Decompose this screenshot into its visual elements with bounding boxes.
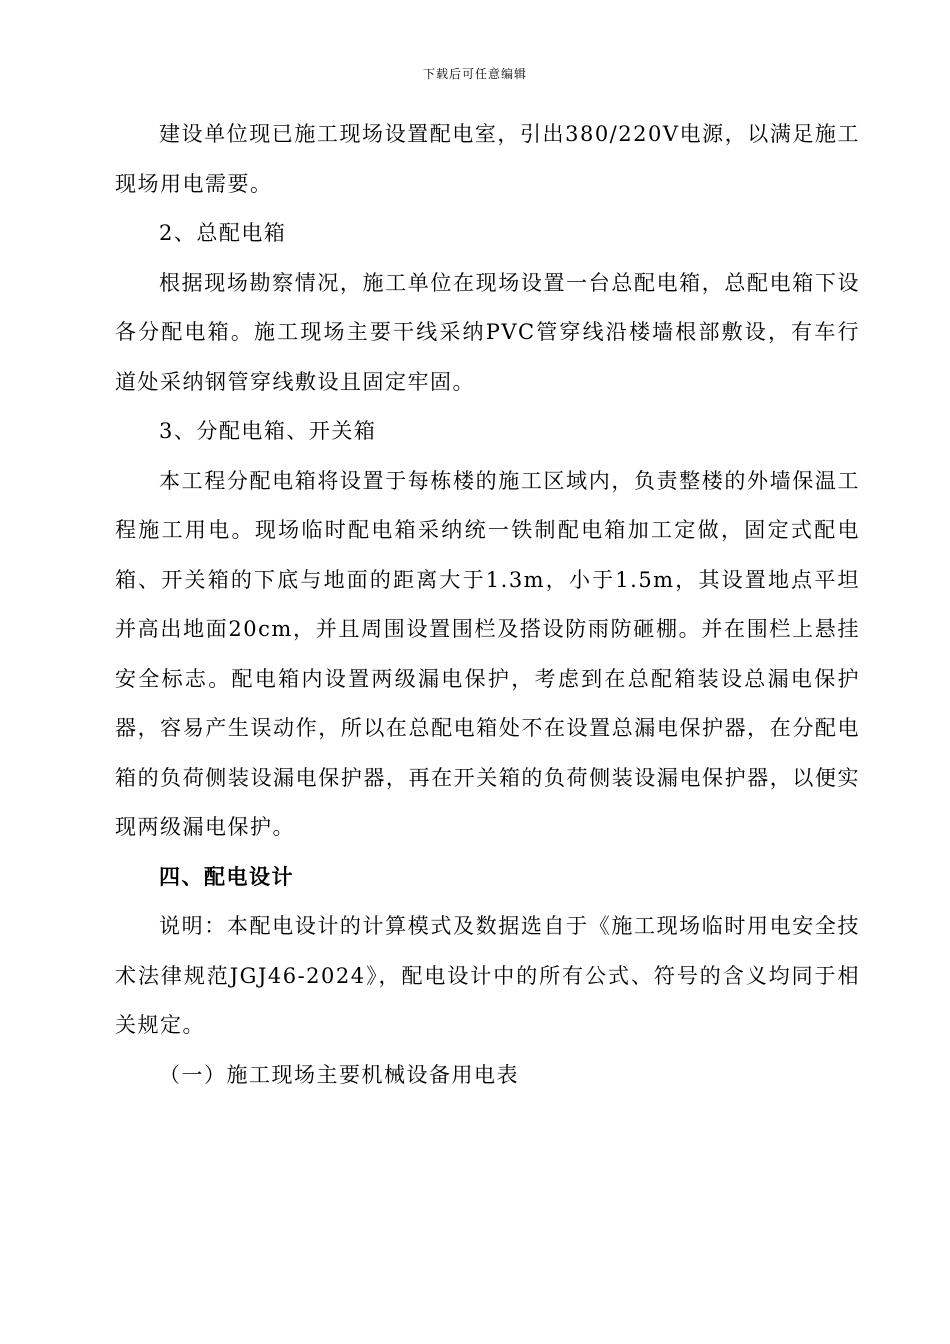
section-heading-power-design: 四、配电设计 <box>159 864 294 889</box>
section-heading-equipment-table: （一）施工现场主要机械设备用电表 <box>159 1062 519 1087</box>
section-heading-main-distribution-box: 2、总配电箱 <box>159 221 287 245</box>
paragraph-power-source: 建设单位现已施工现场设置配电室，引出380/220V电源，以满足施工现场用电需要。 <box>115 122 860 196</box>
paragraph-sub-distribution-box: 本工程分配电箱将设置于每栋楼的施工区域内，负责整楼的外墙保温工程施工用电。现场临时配电箱采纳统一铁制配电箱加工定做，固定式配电箱、开关箱的下底与地面的距离大于1.3m，小于1.5m，其设置地点平坦并高出地面20cm，并且周围设置围栏及搭设防雨防砸棚。并在围栏上悬挂安全标志。配电箱内设置两级漏电保护，考虑到在总配箱装设总漏电保护器，容易产生误动作，所以在总配电箱处不在设置总漏电保护器，在分配电箱的负荷侧装设漏电保护器，再在开关箱的负荷侧装设漏电保护器，以便实现两级漏电保护。 <box>115 468 860 839</box>
paragraph-power-design-note: 说明：本配电设计的计算模式及数据选自于《施工现场临时用电安全技术法律规范JGJ46-2024》，配电设计中的所有公式、符号的含义均同于相关规定。 <box>115 914 860 1037</box>
paragraph-main-distribution-box: 根据现场勘察情况，施工单位在现场设置一台总配电箱，总配电箱下设各分配电箱。施工现场主要干线采纳PVC管穿线沿楼墙根部敷设，有车行道处采纳钢管穿线敷设且固定牢固。 <box>115 270 860 394</box>
page-header-note: 下载后可任意编辑 <box>422 67 527 81</box>
document-body <box>115 110 860 1100</box>
section-heading-sub-distribution-box: 3、分配电箱、开关箱 <box>159 419 377 443</box>
